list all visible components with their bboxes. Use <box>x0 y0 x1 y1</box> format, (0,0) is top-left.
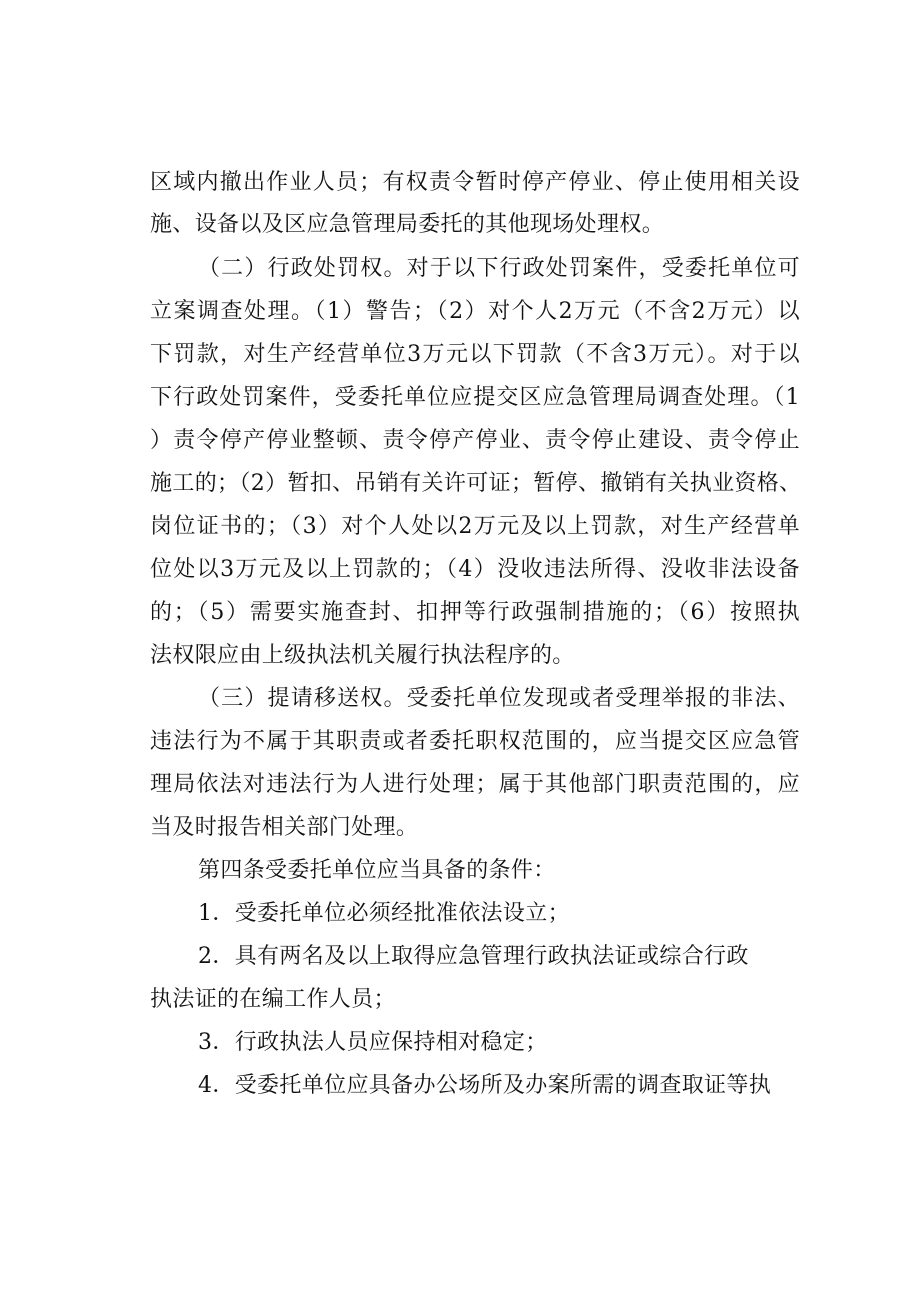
text-line: 的；（5）需要实施查封、扣押等行政强制措施的；（6）按照执 <box>150 600 800 625</box>
list-item: 3．行政执法人员应保持相对稳定； <box>198 1030 548 1055</box>
text-line: 下行政处罚案件，受委托单位应提交区应急管理局调查处理。（1 <box>150 385 800 410</box>
text-line: 区域内撤出作业人员；有权责令暂时停产停业、停止使用相关设 <box>150 170 800 195</box>
text-line: 法权限应由上级执法机关履行执法程序的。 <box>150 643 575 668</box>
text-line: 施、设备以及区应急管理局委托的其他现场处理权。 <box>150 212 665 237</box>
text-line: 违法行为不属于其职责或者委托职权范围的，应当提交区应急管 <box>150 729 800 754</box>
list-item: 2．具有两名及以上取得应急管理行政执法证或综合行政 <box>198 944 749 969</box>
text-line: 立案调查处理。（1）警告；（2）对个人2万元（不含2万元）以 <box>150 299 800 324</box>
list-item: 1．受委托单位必须经批准依法设立； <box>198 901 570 926</box>
text-line: 理局依法对违法行为人进行处理；属于其他部门职责范围的，应 <box>150 772 800 797</box>
article-heading: 第四条受委托单位应当具备的条件： <box>198 858 556 883</box>
text-line: 当及时报告相关部门处理。 <box>150 815 419 840</box>
text-line: 岗位证书的；（3）对个人处以2万元及以上罚款，对生产经营单 <box>150 514 800 539</box>
text-line: ）责令停产停业整顿、责令停产停业、责令停止建设、责令停止 <box>150 428 800 453</box>
list-item: 4．受委托单位应具备办公场所及办案所需的调查取证等执 <box>198 1073 772 1098</box>
text-line: （三）提请移送权。受委托单位发现或者受理举报的非法、 <box>198 686 800 711</box>
text-line: （二）行政处罚权。对于以下行政处罚案件，受委托单位可 <box>198 256 800 281</box>
text-line: 下罚款，对生产经营单位3万元以下罚款（不含3万元）。对于以 <box>150 342 800 367</box>
text-line: 施工的；（2）暂扣、吊销有关许可证；暂停、撤销有关执业资格、 <box>150 471 802 496</box>
text-line: 执法证的在编工作人员； <box>150 987 396 1012</box>
text-line: 位处以3万元及以上罚款的；（4）没收违法所得、没收非法设备 <box>150 557 800 582</box>
